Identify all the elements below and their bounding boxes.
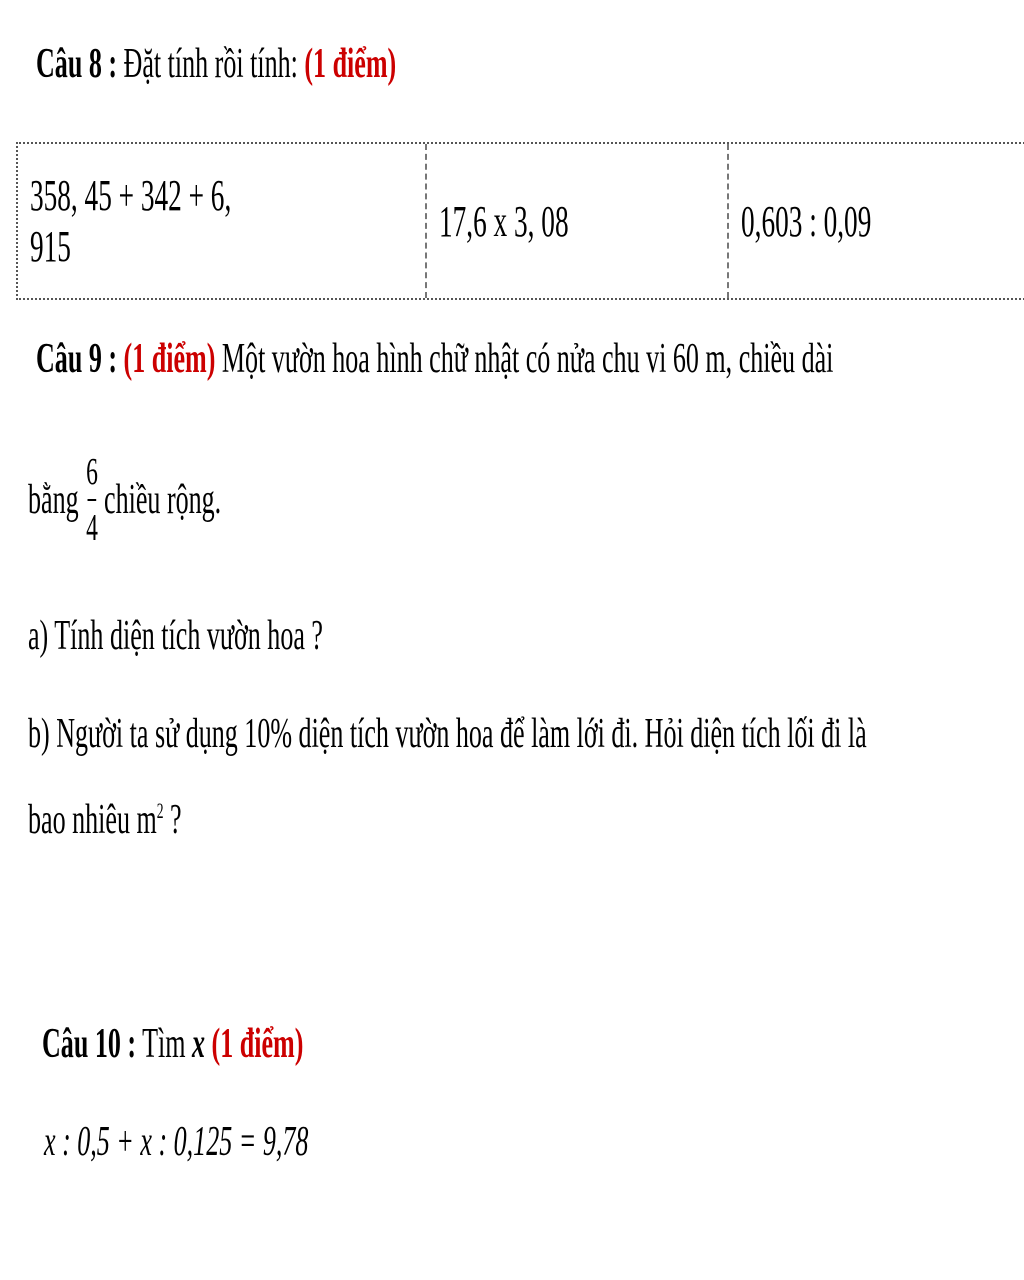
question-10-label: Câu 10 : <box>42 1021 137 1067</box>
question-9-part-b-continued <box>28 796 276 844</box>
question-8-text: Đặt tính rồi tính: <box>123 41 298 87</box>
question-9-label: Câu 9 : <box>36 336 118 382</box>
question-10-equation <box>44 1118 470 1166</box>
question-9-part-b <box>28 710 1024 758</box>
question-10-variable: x <box>192 1021 206 1067</box>
question-10-text: Tìm <box>142 1021 186 1067</box>
question-9-text-line1: Một vườn hoa hình chữ nhật có nửa chu vi 60 m, chiều dài <box>221 336 834 382</box>
question-9-text-before-fraction: bằng <box>28 477 79 523</box>
question-9-part-a <box>28 612 504 660</box>
question-10-points: (1 điểm) <box>211 1021 304 1067</box>
calc-cell-addition <box>18 144 425 298</box>
fraction-denominator: 4 <box>86 507 98 549</box>
calc-cell-division <box>727 144 1024 298</box>
question-9-part-b-line1: b) Người ta sử dụng 10% diện tích vườn hoa để làm lới đi. Hỏi diện tích lối đi là <box>28 711 867 757</box>
question-8-points: (1 điểm) <box>304 41 397 87</box>
calc-expression-1: 358, 45 + 342 + 6, 915 <box>30 171 232 271</box>
question-9-part-b-line2: bao nhiêu m <box>28 797 157 843</box>
calculation-table <box>16 142 1024 300</box>
question-8-heading <box>36 40 617 88</box>
question-9-text-after-fraction: chiều rộng. <box>104 477 222 523</box>
question-9-fraction-line <box>28 430 340 570</box>
question-9-part-b-end: ? <box>163 797 182 843</box>
question-10-heading <box>42 1020 464 1068</box>
question-9-part-a-text: a) Tính diện tích vườn hoa ? <box>28 613 323 659</box>
fraction <box>86 453 98 547</box>
question-9-points: (1 điểm) <box>123 336 216 382</box>
fraction-bar <box>88 499 97 501</box>
question-9-heading <box>36 335 1024 383</box>
calc-cell-multiplication <box>425 144 727 298</box>
calc-expression-3: 0,603 : 0,09 <box>741 196 872 246</box>
question-8-label: Câu 8 : <box>36 41 118 87</box>
square-exponent: 2 <box>156 798 164 823</box>
fraction-numerator: 6 <box>86 451 98 493</box>
equation-text: x : 0,5 + x : 0,125 = 9,78 <box>44 1119 309 1165</box>
calc-expression-2: 17,6 x 3, 08 <box>439 196 569 246</box>
